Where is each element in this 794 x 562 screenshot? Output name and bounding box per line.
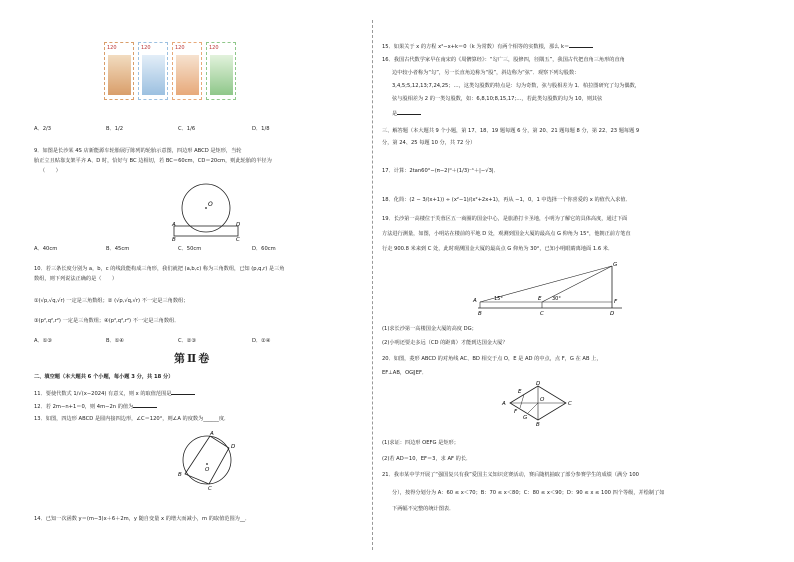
label-g: G bbox=[613, 262, 618, 268]
q16-line-5-row bbox=[392, 109, 421, 118]
q19-line-2: 方法进行测量，如图，小明站在楼前的平地 D 处，观测到国金大厦的最高点 G 仰角为 15°，他朝正前方笔直 bbox=[382, 231, 631, 237]
q15-blank[interactable] bbox=[569, 42, 593, 48]
q9-option-b: B．45cm bbox=[106, 246, 130, 252]
q9-line-3: （ ） bbox=[40, 168, 61, 174]
label-c: C bbox=[236, 237, 240, 242]
q20-line-2: EF⊥AB，OG∥EF． bbox=[382, 370, 428, 376]
q20-line-1: 20．如图，菱形 ABCD 的对角线 AC、BD 相交于点 O，E 是 AD 的中点，点 F，G 在 AB 上， bbox=[382, 356, 602, 362]
q9-option-a: A．40cm bbox=[34, 246, 58, 252]
q9-option-d: D．60cm bbox=[252, 246, 276, 252]
q16-blank[interactable] bbox=[397, 109, 421, 115]
q15-row bbox=[382, 42, 593, 51]
q12-blank[interactable] bbox=[133, 402, 157, 408]
q21-line-3: 下两幅不完整的统计图表． bbox=[392, 506, 455, 512]
q18-text: 18．化简：(2 − 3/(x+1)) ÷ (x²−1)/(x²+2x+1)，再从 −1，0，1 中选择一个你喜爱的 x 的值代入求值． bbox=[382, 197, 631, 203]
q13-circle-figure bbox=[172, 428, 242, 490]
column-divider bbox=[372, 20, 373, 550]
q13-text: 13．如图，四边形 ABCD 是圆内接四边形，∠C＝120°，则∠A 的度数为______度． bbox=[34, 416, 230, 422]
label-f: F bbox=[614, 299, 618, 305]
stamp-image-3 bbox=[176, 55, 199, 95]
q20-rhombus-figure bbox=[500, 380, 576, 426]
q21-line-1: 21．我市某中学开展了“强国复兴有我”爱国主义知识竞赛活动，赛后随机抽取了部分参赛学生的成绩（满分 100 bbox=[382, 472, 639, 478]
q20-part-1: (1)求证：四边形 OEFG 是矩形； bbox=[382, 440, 459, 446]
q11-text: 11．要使代数式 1/√(x−2024) 有意义，则 x 的取值范围是 bbox=[34, 391, 172, 397]
stamp-image-2 bbox=[142, 55, 165, 95]
q19-part-1: (1)求长沙第一高楼国金大厦的高度 DG； bbox=[382, 326, 477, 332]
segment-og bbox=[528, 403, 538, 413]
q8-option-b: B．1/2 bbox=[106, 126, 124, 132]
q12-row bbox=[34, 402, 157, 411]
angle-15: 15° bbox=[494, 296, 503, 302]
q10-statement-2: ③(p²,q²,r²) 一定是三角数组；④(p²,q²,r²) 不一定是三角数组． bbox=[34, 318, 180, 324]
label-c: C bbox=[208, 486, 212, 490]
label-d: D bbox=[236, 222, 241, 228]
q19-line-1: 19．长沙第一高楼位于芙蓉区五一商圈的国金中心，是旅游打卡圣地，小明为了解它的具体高度，通过下面 bbox=[382, 216, 628, 222]
q11-row bbox=[34, 389, 195, 398]
q16-line-3: 3,4,5;5,12,13;7,24,25；…，这类勾股数的特点是：勾为奇数，弦与股相差为 1．柏拉图研究了勾为偶数， bbox=[392, 83, 640, 89]
label-o: O bbox=[205, 467, 210, 473]
q10-option-d: D．②④ bbox=[252, 338, 271, 344]
label-c: C bbox=[568, 401, 572, 407]
label-a: A bbox=[210, 431, 214, 437]
label-e: E bbox=[518, 389, 522, 395]
label-b: B bbox=[536, 422, 540, 426]
label-g: G bbox=[523, 415, 528, 421]
stamp-4: 120 bbox=[206, 42, 236, 100]
label-b: B bbox=[478, 311, 482, 317]
label-b: B bbox=[172, 237, 176, 242]
q8-option-c: C．1/6 bbox=[178, 126, 196, 132]
q16-line-1: 16．我国古代数学家早在南宋的《周髀算经》：“勾广三，股修四，径隅五”，我国古代把直角三角形的直角 bbox=[382, 57, 625, 63]
q10-line-2: 数组，则下列说法正确的是（ ） bbox=[34, 276, 118, 282]
part-2-title: 第Ⅱ卷 bbox=[174, 352, 212, 365]
solve-section-header: 三、解答题（本大题共 9 个小题，第 17、18、19 题每题 6 分，第 20、21 题每题 8 分，第 22、23 题每题 9 bbox=[382, 128, 640, 134]
q19-line-3: 行走 900.8 米来到 C 处，此时观测国金大厦的最高点 G 仰角为 30°，已知小明眼睛离地面 1.6 米． bbox=[382, 246, 614, 252]
q9-line-1: 9．如图是长沙某 4S 店新能源车轮胎展厅陈列的轮胎示意图，四边形 ABCD 是矩形，当轮 bbox=[34, 148, 242, 154]
angle-30: 30° bbox=[552, 296, 561, 302]
q16-line-5: 是 bbox=[392, 111, 398, 117]
q15-text: 15．如果关于 x 的方程 x²−x+k＝0（k 为常数）有两个相等的实数根，那么 k＝ bbox=[382, 44, 570, 50]
q17-text: 17．计算：2tan60°−(π−2)⁰＋(1/3)⁻¹＋|−√3|． bbox=[382, 168, 499, 174]
q9-tire-figure bbox=[170, 180, 242, 242]
q14-text: 14．已知一次函数 y＝(m−3)x＋6＋2m，y 随自变量 x 的增大而减小，m 的取值范围为__． bbox=[34, 516, 251, 522]
q16-line-4: 弦与股相差为 2 的一类勾股数，如：6,8,10;8,15,17;…，若此类勾股数的勾为 10，则其弦 bbox=[392, 96, 603, 102]
center-o bbox=[206, 463, 208, 465]
stamp-2: 120 bbox=[138, 42, 168, 100]
q8-option-d: D．1/8 bbox=[252, 126, 270, 132]
label-b: B bbox=[178, 472, 182, 478]
solve-section-header-2: 分，第 24、25 每题 10 分，共 72 分） bbox=[382, 140, 476, 146]
label-d: D bbox=[231, 444, 236, 450]
q9-option-c: C．50cm bbox=[178, 246, 202, 252]
circumcircle bbox=[183, 436, 231, 484]
q19-part-2: (2)小明还要走多远（CD 的距离）才能到达国金大厦？ bbox=[382, 340, 508, 346]
q8-option-a: A．2/3 bbox=[34, 126, 52, 132]
q20-part-2: (2)若 AD＝10，EF＝3，求 AF 的长． bbox=[382, 456, 472, 462]
q11-blank[interactable] bbox=[171, 389, 195, 395]
q12-text: 12．若 2m−n+1＝0，则 4m−2n 的值为 bbox=[34, 404, 134, 410]
q10-option-a: A．①③ bbox=[34, 338, 53, 344]
label-o: O bbox=[540, 397, 545, 403]
q10-option-c: C．②③ bbox=[178, 338, 197, 344]
label-a: A bbox=[502, 401, 506, 407]
q10-line-1: 10．若三条长度分别为 a，b，c 的线段能构成三角形，我们就把 (a,b,c) 称为三角数组，已知 (p,q,r) 是三角 bbox=[34, 266, 285, 272]
stamp-1: 120 bbox=[104, 42, 134, 100]
q10-option-b: B．①④ bbox=[106, 338, 125, 344]
stamp-image-4 bbox=[210, 55, 233, 95]
quadrilateral-abcd bbox=[185, 436, 229, 484]
stamp-row bbox=[104, 42, 244, 104]
stamp-3: 120 bbox=[172, 42, 202, 100]
q9-line-2: 胎正立且贴靠支架平齐 A、D 时，恰好与 BC 边相切，若 BC＝60cm，CD＝20cm，则此轮胎的半径为 bbox=[34, 158, 272, 164]
q10-statement-1: ①(√p,√q,√r) 一定是三角数组；② (√p,√q,√r) 不一定是三角数组； bbox=[34, 298, 189, 304]
rectangle-abcd bbox=[174, 226, 238, 236]
center-point bbox=[205, 207, 207, 209]
label-e: E bbox=[538, 296, 542, 302]
label-a: A bbox=[172, 222, 176, 228]
q21-line-2: 分），按得分划分为 A：60 ≤ x＜70；B：70 ≤ x＜80；C：80 ≤ x＜90；D：90 ≤ x ≤ 100 四个等级，并绘制了如 bbox=[392, 490, 665, 496]
label-f: F bbox=[514, 409, 518, 415]
q16-line-2: 边中较小者称为“勾”，另一长直角边称为“股”，斜边称为“弦”．观察下列勾股数： bbox=[392, 70, 580, 76]
label-o: O bbox=[208, 201, 213, 208]
stamp-image-1 bbox=[108, 55, 131, 95]
label-d: D bbox=[610, 311, 615, 317]
label-d: D bbox=[536, 381, 541, 387]
label-c: C bbox=[540, 311, 544, 317]
q19-building-figure bbox=[472, 258, 632, 318]
label-a: A bbox=[473, 298, 477, 304]
fill-section-header: 二、填空题（本大题共 6 个小题，每小题 3 分，共 18 分） bbox=[34, 374, 174, 380]
